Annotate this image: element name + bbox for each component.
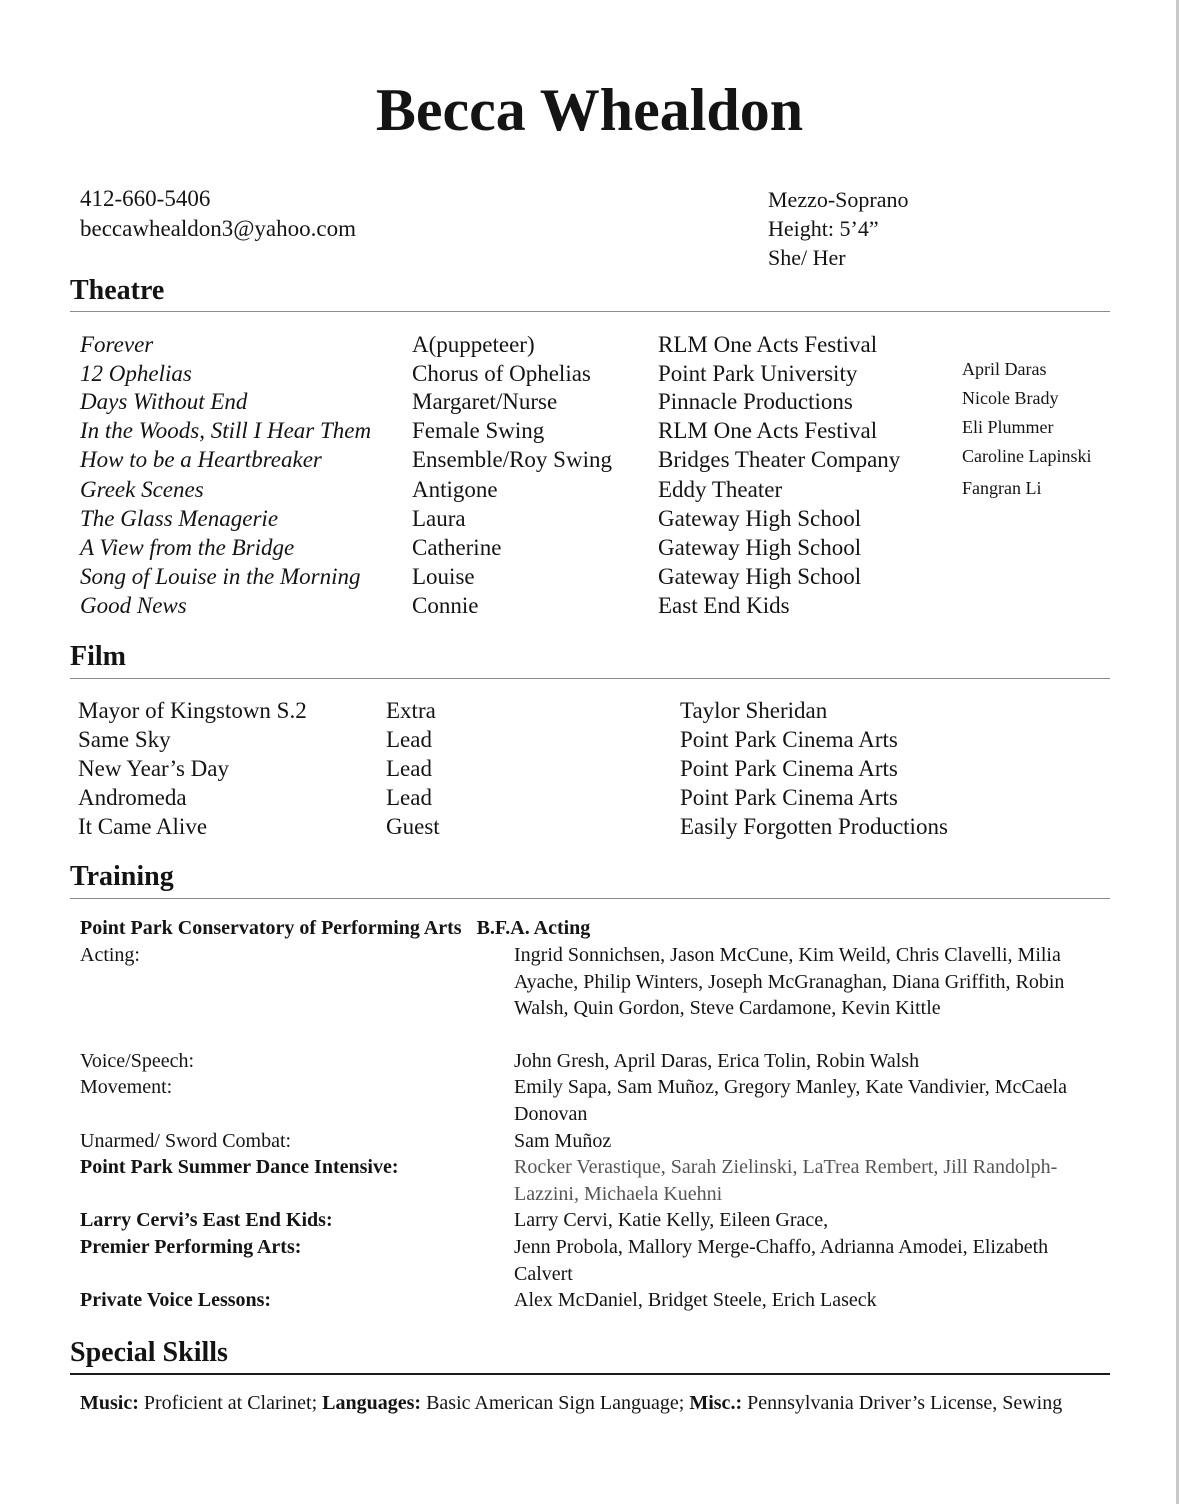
training-label: Unarmed/ Sword Combat: (80, 1130, 292, 1152)
company: Gateway High School (658, 564, 862, 589)
training-label: Private Voice Lessons: (80, 1289, 272, 1311)
company: Point Park University (658, 361, 858, 386)
film-title: It Came Alive (78, 814, 208, 839)
film-row (0, 812, 1179, 841)
skills-divider (70, 1373, 1110, 1375)
training-label: Larry Cervi’s East End Kids: (80, 1209, 333, 1231)
training-instructors: Ingrid Sonnichsen, Jason McCune, Kim Weild, Chris Clavelli, Milia Ayache, Philip Winters, Joseph McGranaghan, Diana Griffith, Robin Walsh, Quin Gordon, Steve Cardamone, Kevin Kittle (514, 944, 1065, 1019)
role: Lead (386, 756, 432, 781)
training-instructors: Rocker Verastique, Sarah Zielinski, LaTrea Rembert, Jill Randolph-Lazzini, Michaela Kuehni (514, 1156, 1058, 1205)
film-title: Andromeda (78, 785, 187, 810)
languages-label: Languages: (322, 1392, 422, 1414)
voice-type: Mezzo-Soprano (768, 187, 909, 212)
film-title: New Year’s Day (78, 756, 229, 781)
director-name: Eli Plummer (962, 417, 1054, 437)
theatre-row (0, 504, 1179, 533)
company: East End Kids (658, 593, 790, 618)
show-title: 12 Ophelias (80, 361, 192, 386)
company: RLM One Acts Festival (658, 418, 878, 443)
training-label: Movement: (80, 1076, 173, 1098)
training-instructors: Sam Muñoz (514, 1130, 612, 1152)
misc-label: Misc.: (689, 1392, 743, 1414)
role: Antigone (412, 477, 498, 502)
show-title: Forever (80, 332, 154, 357)
film-row (0, 696, 1179, 725)
skills-text (80, 1390, 1090, 1417)
role: Extra (386, 698, 436, 723)
company: Pinnacle Productions (658, 389, 853, 414)
training-instructors: Jenn Probola, Mallory Merge-Chaffo, Adrianna Amodei, Elizabeth Calvert (514, 1236, 1049, 1285)
training-label: Acting: (80, 944, 140, 966)
show-title: Greek Scenes (80, 477, 204, 502)
film-title: Mayor of Kingstown S.2 (78, 698, 307, 723)
training-instructors: Emily Sapa, Sam Muñoz, Gregory Manley, Kate Vandivier, McCaela Donovan (514, 1076, 1067, 1125)
training-instructors: John Gresh, April Daras, Erica Tolin, Robin Walsh (514, 1050, 920, 1072)
film-divider (70, 678, 1110, 679)
role: Chorus of Ophelias (412, 361, 591, 386)
role: Lead (386, 727, 432, 752)
role: Lead (386, 785, 432, 810)
training-label: Point Park Summer Dance Intensive: (80, 1156, 399, 1178)
film-row (0, 725, 1179, 754)
show-title: Song of Louise in the Morning (80, 564, 361, 589)
show-title: A View from the Bridge (80, 535, 295, 560)
director-name: Fangran Li (962, 478, 1042, 498)
role: Catherine (412, 535, 502, 560)
role: Laura (412, 506, 466, 531)
training-instructors: Larry Cervi, Katie Kelly, Eileen Grace, (514, 1209, 829, 1231)
role: Female Swing (412, 418, 545, 443)
company: Bridges Theater Company (658, 447, 901, 472)
company: Point Park Cinema Arts (680, 756, 898, 781)
email-address: beccawhealdon3@yahoo.com (80, 216, 356, 241)
role: Guest (386, 814, 440, 839)
film-heading: Film (70, 641, 126, 672)
film-row (0, 783, 1179, 812)
resume-name: Becca Whealdon (375, 77, 804, 143)
training-instructors: Alex McDaniel, Bridget Steele, Erich Laseck (514, 1289, 877, 1311)
company: RLM One Acts Festival (658, 332, 878, 357)
director-name: Nicole Brady (962, 388, 1059, 408)
director-name: April Daras (962, 359, 1047, 379)
film-title: Same Sky (78, 727, 171, 752)
theatre-row (0, 591, 1179, 620)
show-title: How to be a Heartbreaker (80, 447, 322, 472)
phone-number: 412-660-5406 (80, 186, 211, 211)
role: Connie (412, 593, 479, 618)
film-row (0, 754, 1179, 783)
misc-skill: Pennsylvania Driver’s License, Sewing (742, 1392, 1063, 1414)
languages-skill: Basic American Sign Language; (421, 1392, 690, 1414)
company: Easily Forgotten Productions (680, 814, 948, 839)
training-label: Premier Performing Arts: (80, 1236, 302, 1258)
training-label: Voice/Speech: (80, 1050, 195, 1072)
role: Ensemble/Roy Swing (412, 447, 612, 472)
theatre-row (0, 533, 1179, 562)
theatre-heading: Theatre (70, 275, 165, 306)
music-label: Music: (80, 1392, 139, 1414)
show-title: Good News (80, 593, 187, 618)
role: A(puppeteer) (412, 332, 535, 357)
show-title: Days Without End (80, 389, 248, 414)
role: Margaret/Nurse (412, 389, 558, 414)
height: Height: 5’4” (768, 216, 879, 241)
company: Gateway High School (658, 506, 862, 531)
role: Louise (412, 564, 475, 589)
company: Gateway High School (658, 535, 862, 560)
theatre-divider (70, 311, 1110, 312)
company: Eddy Theater (658, 477, 783, 502)
company: Point Park Cinema Arts (680, 727, 898, 752)
company: Point Park Cinema Arts (680, 785, 898, 810)
show-title: The Glass Menagerie (80, 506, 279, 531)
pronouns: She/ Her (768, 245, 846, 270)
skills-heading: Special Skills (70, 1337, 228, 1368)
director-name: Caroline Lapinski (962, 446, 1092, 466)
music-skill: Proficient at Clarinet; (138, 1392, 323, 1414)
training-divider (70, 898, 1110, 899)
show-title: In the Woods, Still I Hear Them (80, 418, 372, 443)
training-school: Point Park Conservatory of Performing Arts B.F.A. Acting (80, 917, 591, 939)
training-heading: Training (70, 861, 174, 892)
theatre-row (0, 562, 1179, 591)
company: Taylor Sheridan (680, 698, 828, 723)
